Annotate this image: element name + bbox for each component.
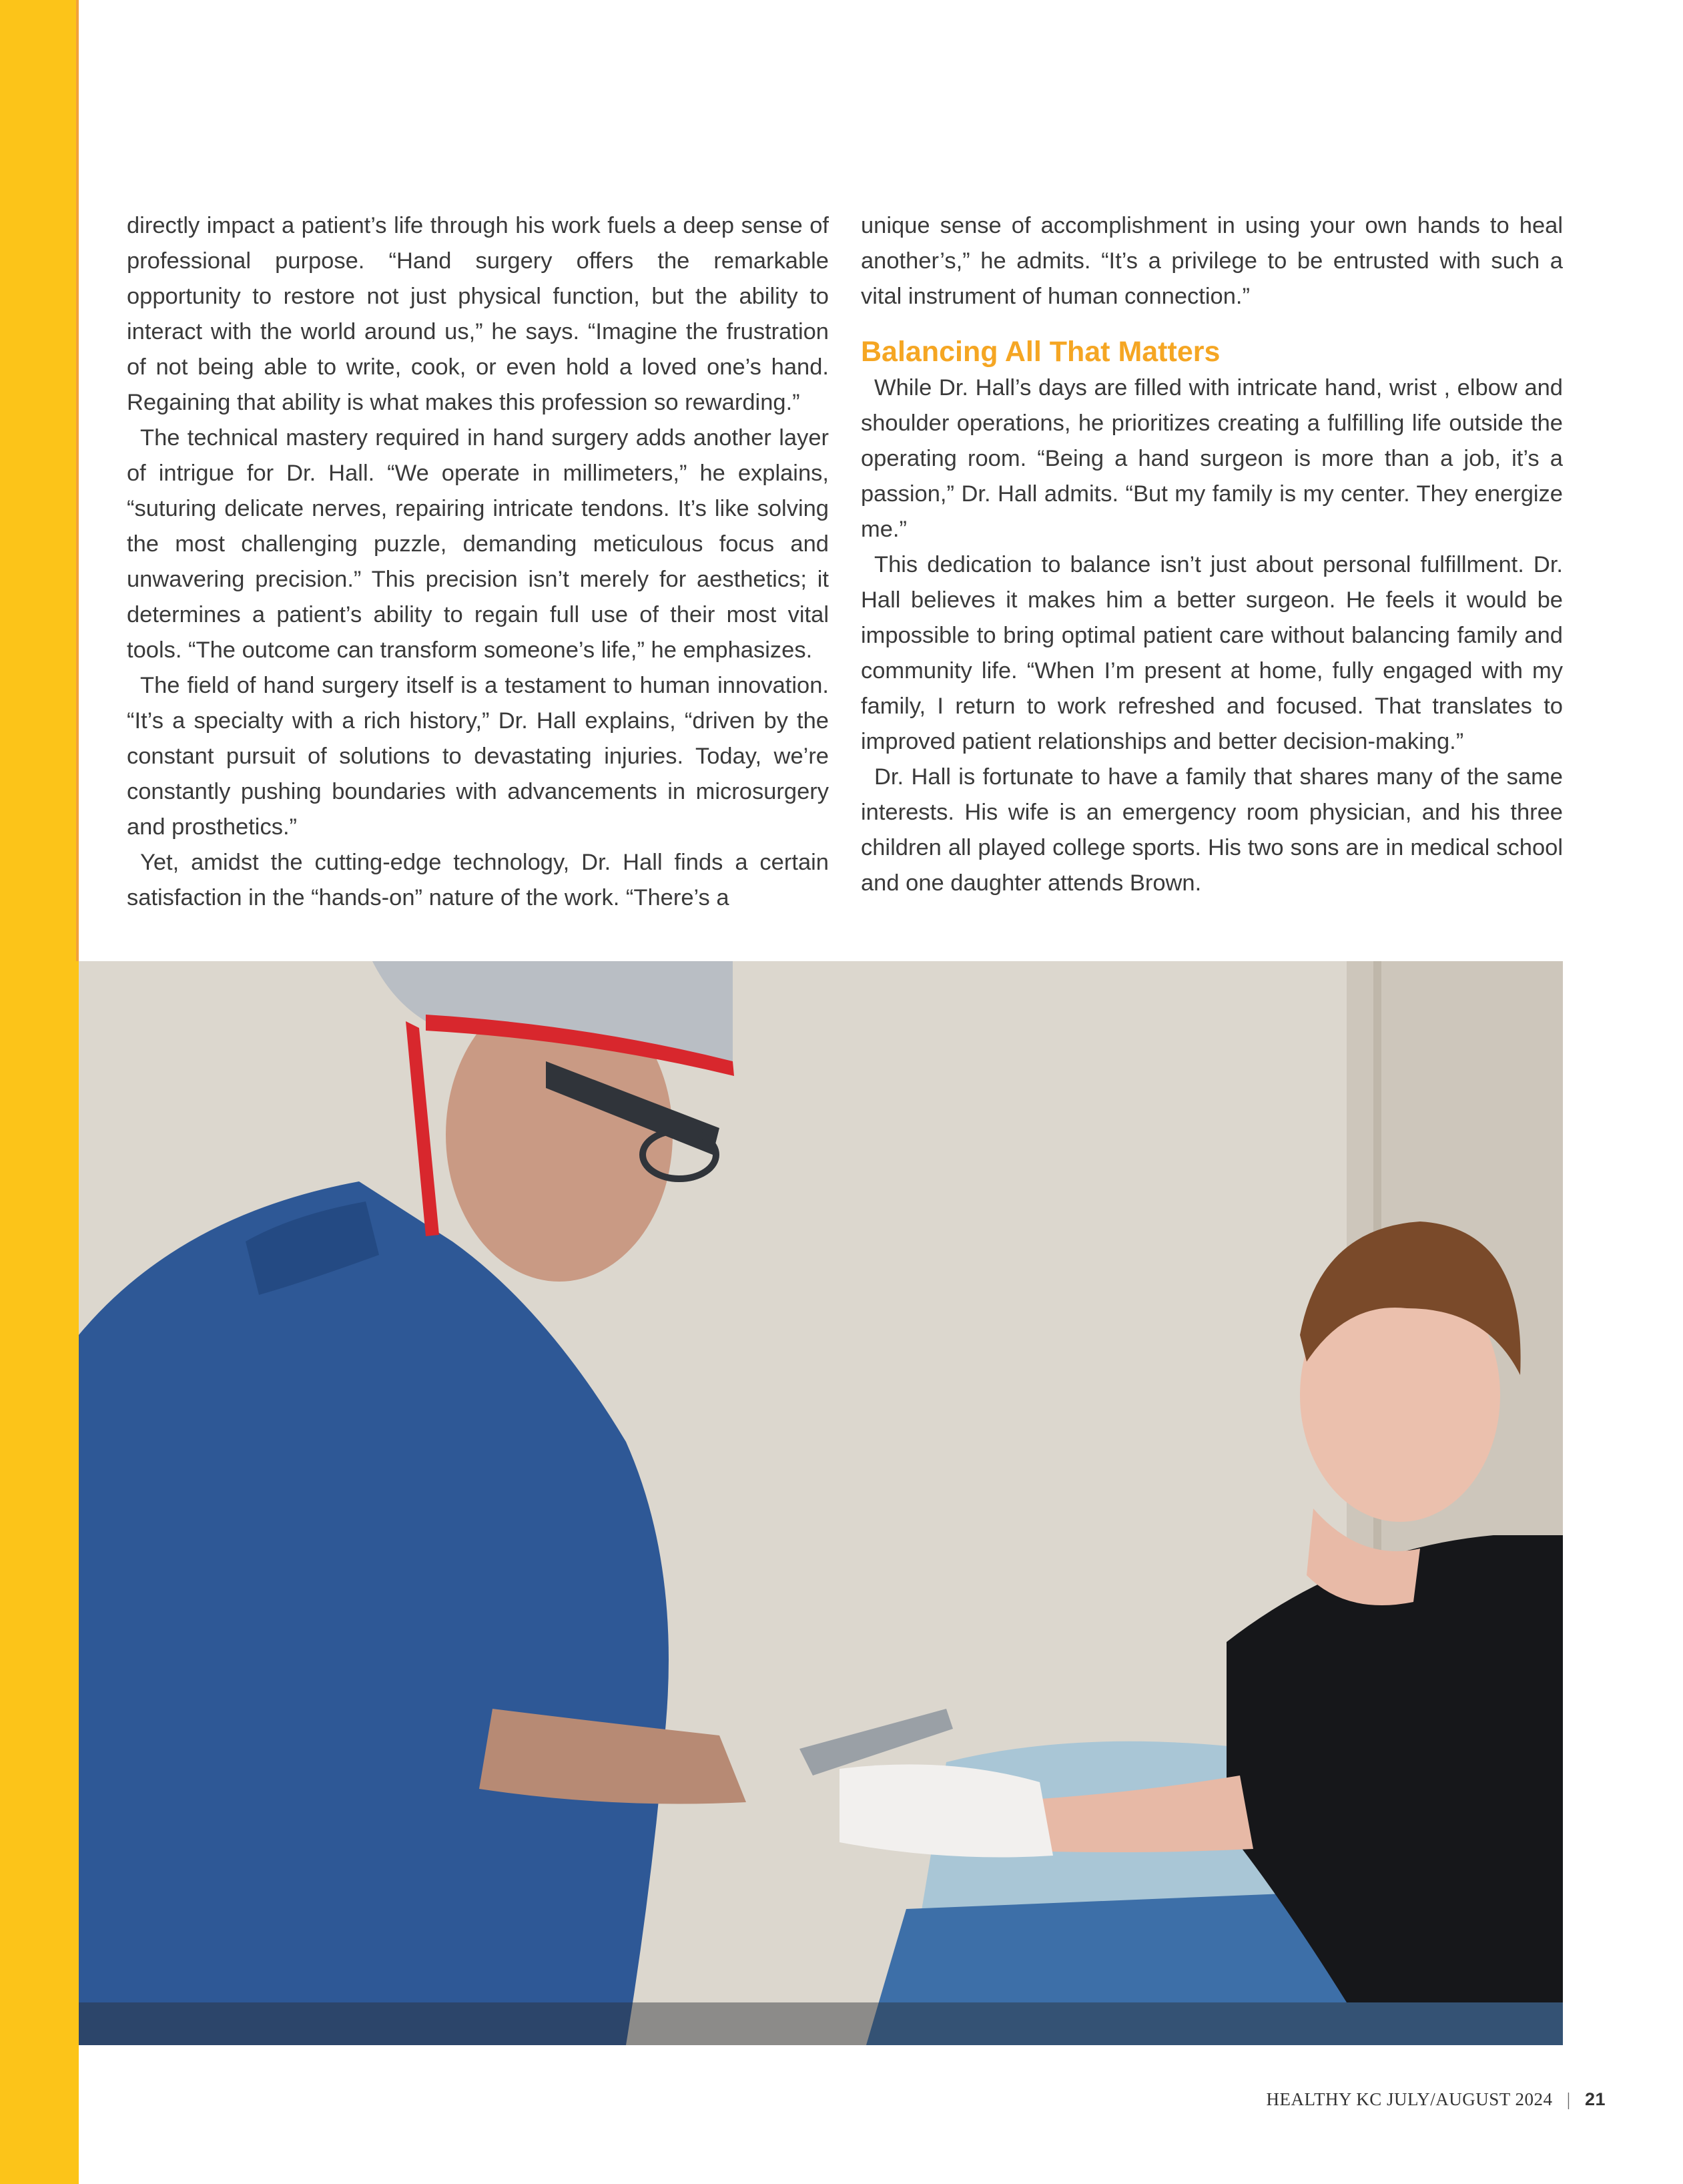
footer-separator: | (1566, 2089, 1571, 2109)
article-column-left (127, 208, 829, 916)
paragraph: Dr. Hall is fortunate to have a family that shares many of the same interests. His wife is an emergency room physician, and his three children all played college sports. His two sons are in medical school and one daughter attends Brown. (861, 764, 1563, 896)
article-photo (79, 961, 1563, 2045)
footer-publication: HEALTHY KC JULY/AUGUST 2024 (1266, 2089, 1553, 2109)
photo-surgeon-and-boy (79, 961, 1563, 2045)
page-footer (1266, 2089, 1606, 2110)
yellow-side-bar (0, 0, 79, 2184)
section-heading: Balancing All That Matters (861, 336, 1221, 368)
paragraph: While Dr. Hall’s days are filled with intricate hand, wrist , elbow and shoulder operations, he prioritizes creating a fulfilling life outside the operating room. “Being a hand surgeon is more than a job, it’s a passion,” Dr. Hall admits. “But my family is my center. They energize me.” (861, 375, 1563, 542)
article-column-right (861, 208, 1563, 901)
page-number: 21 (1584, 2089, 1606, 2109)
paragraph: The technical mastery required in hand surgery adds another layer of intrigue for Dr. Hall. “We operate in millimeters,” he explains, “suturing delicate nerves, repairing intricate tendons. It’s like solving the most challenging puzzle, demanding meticulous focus and unwavering precision.” This precision isn’t merely for aesthetics; it determines a patient’s ability to regain full use of their most vital tools. “The outcome can transform someone’s life,” he emphasizes. (127, 425, 829, 663)
paragraph: The field of hand surgery itself is a testament to human innovation. “It’s a specialty with a rich history,” Dr. Hall explains, “driven by the constant pursuit of solutions to devastating injuries. Today, we’re constantly pushing boundaries with advancements in microsurgery and prosthetics.” (127, 673, 829, 840)
paragraph: This dedication to balance isn’t just about personal fulfillment. Dr. Hall believes it makes him a better surgeon. He feels it would be impossible to bring optimal patient care without balancing family and community life. “When I’m present at home, fully engaged with my family, I return to work refreshed and focused. That translates to improved patient relationships and better decision-making.” (861, 552, 1563, 754)
paragraph: unique sense of accomplishment in using your own hands to heal another’s,” he admits. “It’s a privilege to be entrusted with such a vital instrument of human connection.” (861, 213, 1563, 309)
paragraph: Yet, amidst the cutting-edge technology, Dr. Hall finds a certain satisfaction in the “hands-on” nature of the work. “There’s a (127, 850, 829, 910)
paragraph: directly impact a patient’s life through his work fuels a deep sense of professional purpose. “Hand surgery offers the remarkable opportunity to restore not just physical function, but the ability to interact with the world around us,” he says. “Imagine the frustration of not being able to write, cook, or even hold a loved one’s hand. Regaining that ability is what makes this profession so rewarding.” (127, 213, 829, 415)
